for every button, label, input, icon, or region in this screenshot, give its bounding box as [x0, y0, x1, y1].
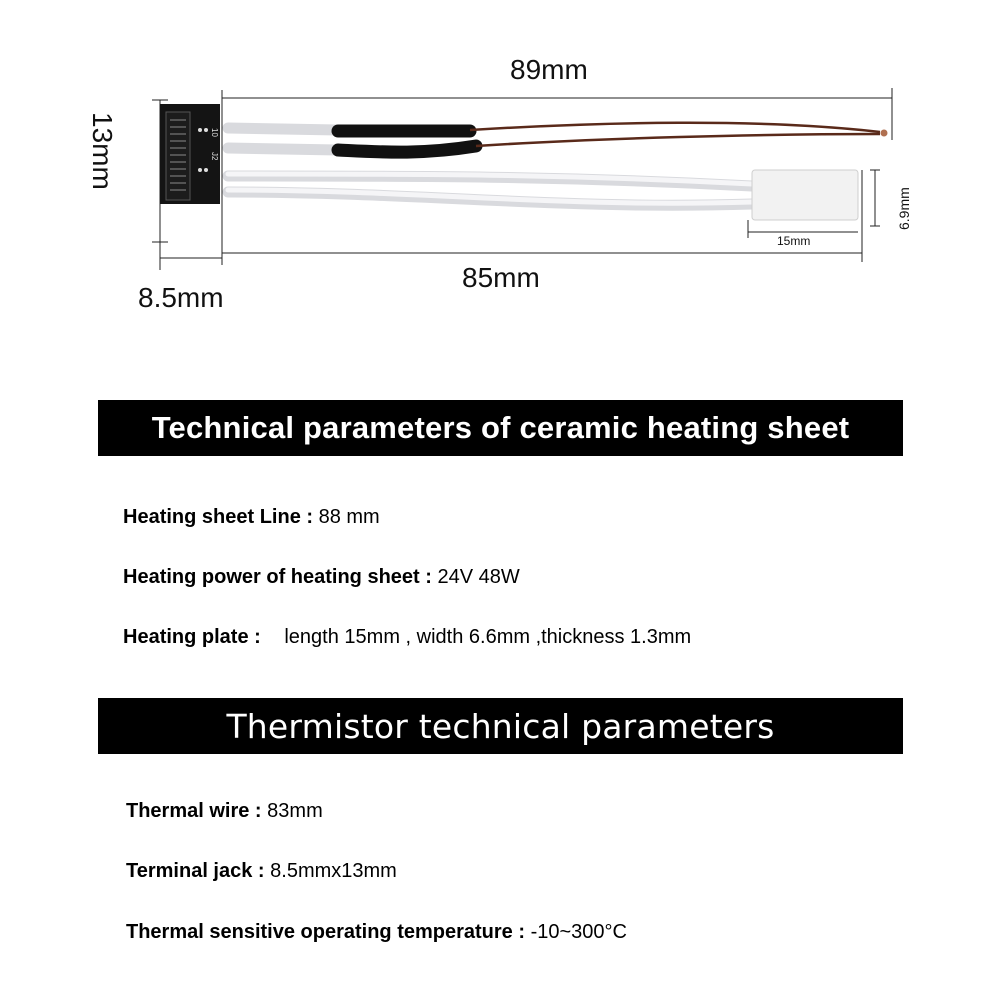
param-terminal-jack: [126, 860, 397, 883]
dim-wire-length: 85mm: [462, 262, 540, 293]
param-heating-plate: [123, 626, 691, 649]
param-label: Thermal sensitive operating temperature :: [126, 921, 526, 943]
param-label: Heating power of heating sheet :: [123, 566, 432, 588]
section-title-ceramic-heating: Technical parameters of ceramic heating sheet: [98, 400, 903, 456]
param-value: 8.5mmx13mm: [270, 860, 397, 882]
param-label: Heating plate :: [123, 626, 261, 648]
ceramic-heating-plate: [752, 170, 858, 220]
dim-plate-width: 6.9mm: [896, 187, 912, 230]
product-diagram: [0, 0, 1000, 340]
param-label: Thermal wire :: [126, 800, 262, 822]
param-thermal-wire: [126, 800, 323, 823]
param-label: Terminal jack :: [126, 860, 265, 882]
pcb-label-j2: J2: [210, 152, 219, 161]
connector-pcb: [160, 104, 220, 204]
dim-total-length: 89mm: [510, 54, 588, 85]
param-label: Heating sheet Line :: [123, 506, 314, 528]
param-value: 88 mm: [318, 506, 380, 528]
param-value: length 15mm , width 6.6mm ,thickness 1.3mm: [284, 626, 692, 648]
thermistor-bead: [881, 130, 888, 137]
section-title-thermistor: Thermistor technical parameters: [98, 698, 903, 754]
dim-connector-height: 13mm: [87, 112, 118, 190]
white-wires: [228, 128, 752, 205]
param-operating-temperature: [126, 921, 627, 944]
pcb-label-top: 10: [210, 128, 219, 137]
thermistor-wires: [470, 123, 880, 146]
param-heating-sheet-line: [123, 506, 380, 529]
heat-shrink-sleeves: [338, 131, 476, 152]
param-heating-power: [123, 566, 520, 589]
param-value: -10~300°C: [530, 921, 627, 943]
param-value: 83mm: [267, 800, 323, 822]
param-value: 24V 48W: [437, 566, 520, 588]
dim-plate-length: 15mm: [777, 234, 811, 248]
dim-connector-width: 8.5mm: [138, 282, 224, 313]
